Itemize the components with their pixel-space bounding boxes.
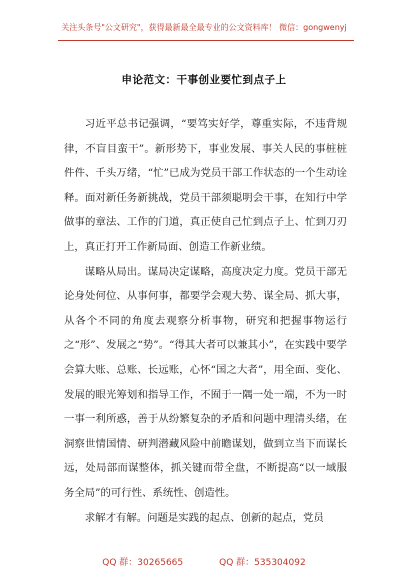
header-divider <box>58 40 354 41</box>
footer-qq-group-2: QQ 群：535304092 <box>219 558 306 568</box>
paragraph-1: 习近平总书记强调，“要笃实好学，尊重实际，不违背规律，不盲目蛮干”。新形势下，事业发展、事关人民的事桩桩件件、千头万绪，“忙”已成为党员干部工作状态的一个生动诠释。面对新任务新挑战，党员干部须聪明会干事，在知行中学做事的章法、工作的门道，真正使自己忙到点子上、忙到刀刃上，真正打开工作新局面、创造工作新业绩。 <box>64 118 347 253</box>
paragraph-2: 谋略从局出。谋局决定谋略，高度决定力度。党员干部无论身处何位、从事何事，都要学会观大势、谋全局、抓大事，从各个不同的角度去观察分析事物，研究和把握事物运行之“形”、发展之“势”。“得其大者可以兼其小”，在实践中要学会算大账、总账、长远账，心怀“国之大者”，用全面、变化、发展的眼光筹划和指导工作，不囿于一隅一处一端，不为一时一事一利所惑，善于从纷繁复杂的矛盾和问题中理清头绪，在洞察世情国情、研判潜藏风险中前瞻谋划，做到立当下而谋长远，处局部而谋整体，抓关键而带全盘，不断提高“以一域服务全局”的可行性、系统性、创造性。 <box>64 265 347 499</box>
document-body <box>64 112 347 530</box>
paragraph-3: 求解才有解。问题是实践的起点、创新的起点，党员 <box>84 511 324 524</box>
footer-qq-group-1: QQ 群：30265665 <box>102 558 184 568</box>
footer-note <box>0 555 408 568</box>
header-note: 关注头条号"公文研究"，获得最新最全最专业的公文资料库！ 微信：gongwenyj <box>61 23 347 32</box>
page-title: 申论范文：干事创业要忙到点子上 <box>121 74 287 86</box>
